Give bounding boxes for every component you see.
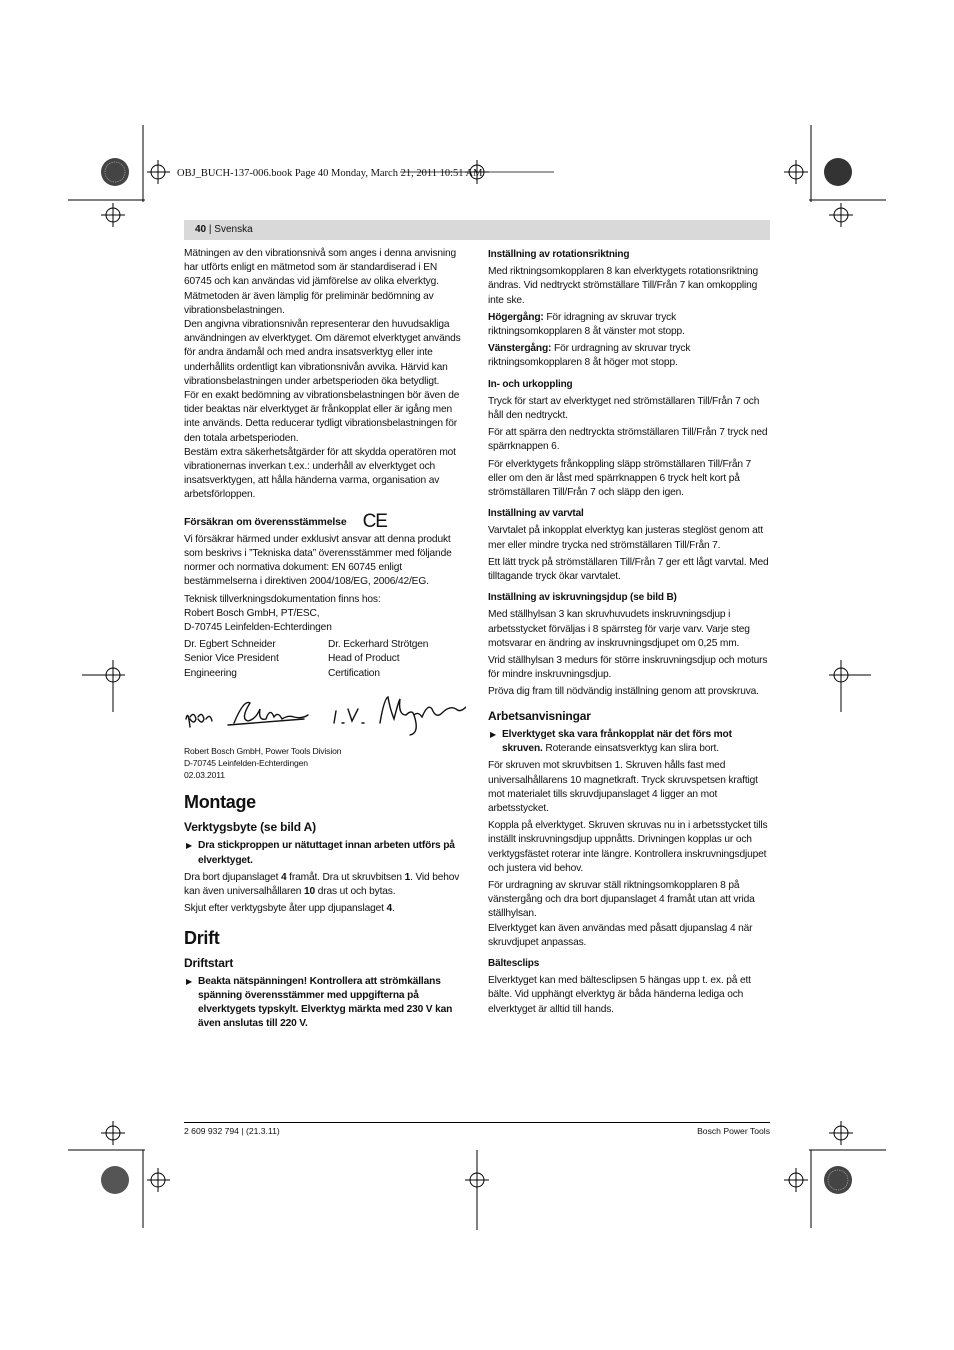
company-line: Robert Bosch GmbH, Power Tools Division bbox=[184, 745, 342, 756]
print-job-header: OBJ_BUCH-137-006.book Page 40 Monday, March 21, 2011 10:51 AM bbox=[177, 168, 483, 179]
left-rotation-label: Vänstergång: bbox=[488, 343, 552, 355]
signer-1 bbox=[184, 638, 328, 681]
tech-doc-address-1: Robert Bosch GmbH, PT/ESC, bbox=[184, 607, 320, 619]
signer-2 bbox=[328, 638, 428, 681]
conformity-heading-text: Försäkran om överensstämmelse bbox=[184, 515, 347, 528]
rotation-text: Med riktningsomkopplaren 8 kan elverktygets rotationsriktning ändras. Vid nedtryckt strömställare Till/Från 7 kan omkoppling inte ske. bbox=[488, 266, 759, 306]
depth-text: Pröva dig fram till nödvändig inställning genom att provskruva. bbox=[488, 686, 759, 698]
bullet-triangle-icon: ▶ bbox=[186, 841, 193, 851]
vibration-paragraph: Mätningen av den vibrationsnivå som anges i denna anvisning har utförts enligt en mätmetod som är standardiserad i EN 60745 och kan användas vid jämförelse av olika elverktyg. Mätmetoden är även lämplig för preliminär bedömning av vibrationsbelastningen. bbox=[184, 248, 457, 316]
vibration-paragraph: För en exakt bedömning av vibrationsbelastningen bör även de tider beaktas när elverktyget är frånkopplat eller är igång men inte används. Detta reducerar tydligt vibrationsbelastningen för den totala arbetsperioden. bbox=[184, 390, 460, 444]
right-column bbox=[488, 248, 770, 1020]
right-rotation bbox=[488, 311, 770, 339]
signer-name: Dr. Eckerhard Strötgen bbox=[328, 639, 429, 651]
signer-name: Dr. Egbert Schneider bbox=[184, 639, 276, 651]
right-rotation-label: Högergång: bbox=[488, 311, 544, 323]
driftstart-heading: Driftstart bbox=[184, 955, 234, 970]
speed-text: Ett lätt tryck på strömställaren Till/Från 7 ger ett lågt varvtal. Med tilltagande tryck ökar varvtalet. bbox=[488, 556, 769, 583]
depth-text: Med ställhylsan 3 kan skruvhuvudets inskruvningsdjup i arbetsstycket förväljas i 8 spärrsteg för varje varv. Varje steg motsvarar en ändring av inskruvningsdjupet om 0,25 mm. bbox=[488, 609, 750, 649]
depth-text: Vrid ställhylsan 3 medurs för större inskruvningsdjup och moturs för mindre inskruvningsdjup. bbox=[488, 655, 768, 681]
conformity-text: Vi försäkrar härmed under exklusivt ansvar att denna produkt som beskrivs i ”Tekniska data” överensstämmer med följande normer och normativa dokument: EN 60745 enligt bestämmelserna i direktiven 2004/108/EG, 2006/42/EG. bbox=[184, 533, 452, 588]
onoff-text: Tryck för start av elverktyget ned strömställaren Till/Från 7 och håll den nedtryckt. bbox=[488, 395, 760, 422]
bullet-triangle-icon: ▶ bbox=[186, 976, 193, 986]
clip-text: Elverktyget kan med bältesclipsen 5 hängas upp t. ex. på ett bälte. Vid upphängt elverktyg är båda händerna lediga och elverktyget är alltid till hands. bbox=[488, 975, 751, 1015]
left-rotation-text: För urdragning av skruvar tryck riktningsomkopplaren 8 åt höger mot stopp. bbox=[488, 343, 691, 369]
signer-title: Senior Vice President bbox=[184, 653, 279, 665]
work-text: För skruven mot skruvbitsen 1. Skruven hålls fast med universalhållarens 10 magnetkraft. Tryck skruvspetsen kraftigt mot materialet tills skruvdjupanslaget 4 ligger an mot arbetsstycket. bbox=[488, 760, 758, 814]
page-number: 40 bbox=[195, 224, 207, 235]
tool-change-text-2: Skjut efter verktygsbyte åter upp djupanslaget 4. bbox=[184, 903, 395, 915]
warning-text: Elverktyget ska vara frånkopplat när det förs mot skruven. bbox=[502, 728, 732, 755]
warning-text: Beakta nätspänningen! Kontrollera att strömkällans spänning överensstämmer med uppgifterna på elverktygets typskylt. Elverktyg märkta med 230 V kan även anslutas till 220 V. bbox=[198, 975, 453, 1030]
montage-heading: Montage bbox=[184, 791, 256, 812]
page-header bbox=[195, 224, 253, 235]
tech-doc-label: Teknisk tillverkningsdokumentation finns hos: bbox=[184, 593, 381, 605]
signatures bbox=[184, 689, 466, 737]
page-header-bar bbox=[184, 220, 770, 240]
work-text: Koppla på elverktyget. Skruven skruvas nu in i arbetsstycket tills inställt inskruvningsdjup uppnåtts. Drivningen kopplas ur och verktygsfästet roterar inte längre. Kontrollera inskruvningsdjupet och justera vid behov. bbox=[488, 820, 768, 874]
left-rotation bbox=[488, 342, 770, 370]
signer-title: Head of Product bbox=[328, 653, 400, 665]
signature-date: 02.03.2011 bbox=[184, 769, 225, 780]
tech-doc-address-2: D-70745 Leinfelden-Echterdingen bbox=[184, 622, 332, 634]
tool-change-text: Dra bort djupanslaget 4 framåt. Dra ut skruvbitsen 1. Vid behov kan även universalhållaren 10 dras ut och bytas. bbox=[184, 871, 460, 897]
page-language: Svenska bbox=[214, 224, 253, 235]
work-text: Elverktyget kan även användas med påsatt djupanslag 4 när skruvdjupet anpassas. bbox=[488, 922, 753, 948]
signers bbox=[184, 638, 466, 681]
ce-mark: CE bbox=[362, 510, 387, 532]
onoff-heading: In- och urkoppling bbox=[488, 378, 573, 390]
vibration-paragraph: Bestäm extra säkerhetsåtgärder för att skydda operatören mot vibrationernas inverkan t.ex.: underhåll av elverktyget och insatsverktygen, att hålla händerna varma, organisation av arbetsförloppen. bbox=[184, 446, 456, 501]
vibration-paragraph: Den angivna vibrationsnivån representerar den huvudsakliga användningen av elverktyget. Om däremot elverktyget används för andra ändamål och med andra insatsverktyg eller inte underhållits ordentligt kan vibrationsnivån avvika. Härvid kan vibrationsbelastningen under arbetsperioden öka betydligt. bbox=[184, 319, 461, 387]
bullet-triangle-icon: ▶ bbox=[490, 729, 497, 739]
footer-rule bbox=[184, 1122, 770, 1123]
tool-change-warning bbox=[184, 839, 466, 867]
right-rotation-text: För idragning av skruvar tryck riktningsomkopplaren 8 åt vänster mot stopp. bbox=[488, 311, 685, 338]
work-heading: Arbetsanvisningar bbox=[488, 708, 591, 723]
onoff-text: För elverktygets frånkoppling släpp strömställaren Till/Från 7 eller om den är låst med spärrknappen 6 tryck helt kort på strömställaren Till/Från 7 och släpp den igen. bbox=[488, 458, 752, 499]
rotation-heading: Inställning av rotationsriktning bbox=[488, 249, 630, 260]
signer-dept: Certification bbox=[328, 667, 380, 679]
onoff-text: För att spärra den nedtryckta strömställaren Till/Från 7 tryck ned spärrknappen 6. bbox=[488, 427, 768, 453]
drift-heading: Drift bbox=[184, 928, 220, 949]
warning-text: Dra stickproppen ur nätuttaget innan arbeten utförs på elverktyget. bbox=[198, 840, 455, 866]
header-separator: | bbox=[206, 224, 215, 235]
warning-rest: Roterande einsatsverktyg kan slira bort. bbox=[542, 743, 719, 755]
speed-text: Varvtalet på inkopplat elverktyg kan justeras steglöst genom att mer eller mindre trycka ned strömställaren Till/Från 7. bbox=[488, 525, 764, 551]
company-line: D-70745 Leinfelden-Echterdingen bbox=[184, 757, 308, 768]
company-block bbox=[184, 745, 466, 781]
driftstart-warning bbox=[184, 975, 466, 1032]
left-column bbox=[184, 247, 466, 1035]
footer-brand: Bosch Power Tools bbox=[697, 1126, 770, 1136]
clip-heading: Bältesclips bbox=[488, 957, 540, 969]
speed-heading: Inställning av varvtal bbox=[488, 508, 584, 520]
conformity-heading bbox=[184, 510, 466, 532]
work-warning bbox=[488, 728, 770, 756]
depth-heading: Inställning av iskruvningsjdup (se bild B) bbox=[488, 592, 677, 604]
work-text: För urdragning av skruvar ställ riktningsomkopplaren 8 på vänstergång och dra bort djupanslaget 4 framåt utan att vrida ställhylsan. bbox=[488, 879, 755, 920]
footer-doc-number: 2 609 932 794 | (21.3.11) bbox=[184, 1126, 280, 1136]
signer-dept: Engineering bbox=[184, 667, 237, 679]
tool-change-heading: Verktygsbyte (se bild A) bbox=[184, 820, 316, 835]
